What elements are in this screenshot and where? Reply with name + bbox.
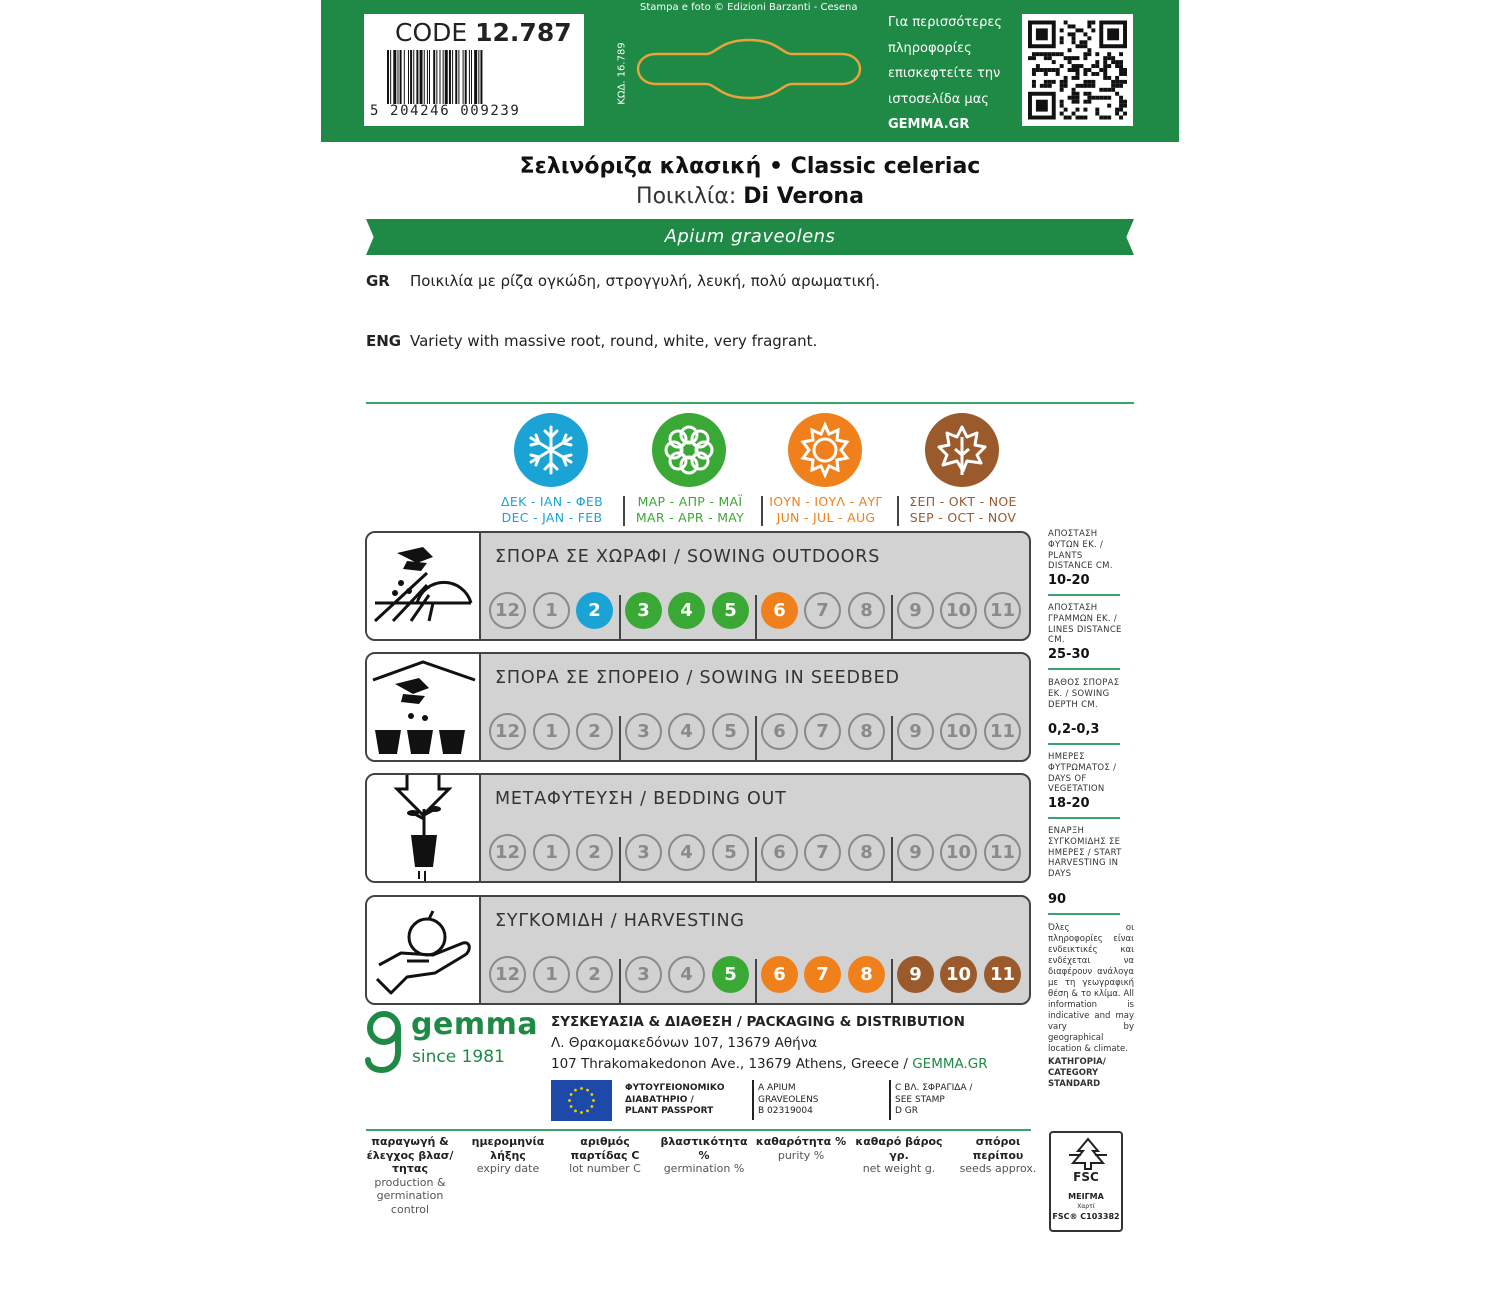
season-separator [761,496,763,526]
season-label: ΙΟΥΝ - ΙΟΥΛ - ΑΥΓ JUN - JUL - AUG [769,494,883,525]
info-label: ΕΝΑΡΞΗ ΣΥΓΚΟΜΙΔΗΣ ΣΕ ΗΜΕΡΕΣ / START HARVESTING IN DAYS [1048,826,1122,880]
month-circle: 11 [984,713,1021,750]
category-label: ΚΑΤΗΓΟΡΙΑ/ CATEGORY STANDARD [1048,1057,1106,1089]
season-separator [623,496,625,526]
season-label: ΔΕΚ - ΙΑΝ - ΦΕΒ DEC - JAN - FEB [501,494,603,525]
season-label: ΜΑΡ - ΑΠΡ - ΜΑΪ MAR - APR - MAY [635,494,745,525]
batch-info-field: καθαρό βάρος γρ. net weight g. [855,1135,943,1175]
month-circle: 8 [848,592,885,629]
plant-passport-label: ΦΥΤΟΥΓΕΙΟΝΟΜΙΚΟ ΔΙΑΒΑΤΗΡΙΟ / PLANT PASSPORT [625,1083,725,1116]
month-circle: 7 [804,713,841,750]
lang-tag-en: ENG [366,332,402,350]
month-circle: 3 [625,834,662,871]
month-circle: 5 [712,834,749,871]
passport-species: A APIUM GRAVEOLENS B 02319004 [758,1083,819,1116]
vertical-code: ΚΩΔ. 16.789 [616,42,628,105]
row-title: ΣΠΟΡΑ ΣΕ ΧΩΡΑΦΙ / SOWING OUTDOORS [495,547,881,567]
passport-stamp: C ΒΛ. ΣΦΡΑΓΙΔΑ / SEE STAMP D GR [895,1083,973,1116]
packaging-title: ΣΥΣΚΕΥΑΣΙΑ & ΔΙΑΘΕΣΗ / PACKAGING & DISTRIBUTION [551,1014,965,1030]
section-divider [366,402,1134,404]
sun-icon [788,413,862,487]
season-separator [897,496,899,526]
row-title: ΣΠΟΡΑ ΣΕ ΣΠΟΡΕΙΟ / SOWING IN SEEDBED [495,668,900,688]
month-circle: 8 [848,713,885,750]
batch-info-field: καθαρότητα % purity % [755,1135,847,1162]
calendar-row [365,895,1031,1005]
batch-info-field: σπόροι περίπου seeds approx. [959,1135,1037,1175]
month-circle: 4 [668,834,705,871]
month-circle: 8 [848,834,885,871]
info-divider [1048,743,1120,745]
month-circle: 2 [576,592,613,629]
month-circle: 2 [576,834,613,871]
website-link[interactable]: GEMMA.GR [888,117,970,132]
month-circle: 9 [897,956,934,993]
info-divider [1048,594,1120,596]
barcode-digits: 5 204246 009239 [370,103,521,119]
quarter-separator [891,595,893,641]
disclaimer-note: Όλες οι πληροφορίες είναι ενδεικτικές και ενδέχεται να διαφέρουν ανάλογα με τη γεωγραφική θέση & το κλίμα. All information is indicative and may vary by geographical location & climate. [1048,923,1134,1054]
quarter-separator [619,959,621,1005]
seedbed-icon [367,654,481,760]
passport-separator [752,1080,754,1120]
month-circle: 6 [761,956,798,993]
gemma-logo-icon [364,1010,404,1074]
product-code: CODE 12.787 [395,18,572,47]
quarter-separator [891,716,893,762]
variety-line: Ποικιλία: Di Verona [636,184,864,209]
snowflake-icon [514,413,588,487]
quarter-separator [891,959,893,1005]
month-circle: 7 [804,834,841,871]
address-gr: Λ. Θρακομακεδόνων 107, 13679 Αθήνα [551,1035,818,1051]
barcode-icon [387,50,575,104]
month-circle: 1 [533,956,570,993]
info-label: ΒΑΘΟΣ ΣΠΟΡΑΣ ΕΚ. / SOWING DEPTH CM. [1048,678,1120,710]
month-circle: 4 [668,592,705,629]
product-title: Σελινόριζα κλασική • Classic celeriac [519,154,981,179]
month-circle: 3 [625,592,662,629]
month-circle: 1 [533,713,570,750]
month-circle: 5 [712,592,749,629]
quarter-separator [755,837,757,883]
calendar-row [365,531,1031,641]
month-circle: 3 [625,956,662,993]
brand-since: since 1981 [412,1047,505,1067]
calendar-row [365,773,1031,883]
description-en: Variety with massive root, round, white, very fragrant. [410,332,818,350]
print-credit: Stampa e foto © Edizioni Barzanti - Cesena [640,2,858,13]
quarter-separator [619,595,621,641]
month-circle: 3 [625,713,662,750]
quarter-separator [755,595,757,641]
passport-separator [889,1080,891,1120]
info-value: 0,2-0,3 [1048,722,1100,737]
month-circle: 10 [940,956,977,993]
month-circle: 2 [576,713,613,750]
month-circle: 1 [533,834,570,871]
month-circle: 11 [984,956,1021,993]
month-circle: 4 [668,713,705,750]
latin-name: Apium graveolens [664,226,836,247]
month-circle: 11 [984,592,1021,629]
info-value: 10-20 [1048,573,1090,588]
info-label: ΑΠΟΣΤΑΣΗ ΦΥΤΩΝ ΕΚ. / PLANTS DISTANCE CM. [1048,529,1113,572]
month-circle: 10 [940,592,977,629]
month-circle: 12 [489,592,526,629]
fsc-tree-icon [1051,1133,1125,1173]
info-divider [1048,817,1120,819]
info-value: 90 [1048,892,1067,907]
month-circle: 12 [489,713,526,750]
batch-info-field: βλαστικότητα % germination % [660,1135,748,1175]
month-circle: 9 [897,592,934,629]
address-en: 107 Thrakomakedonon Ave., 13679 Athens, Greece / GEMMA.GR [551,1056,988,1072]
description-gr: Ποικιλία με ρίζα ογκώδη, στρογγυλή, λευκή, πολύ αρωματική. [410,272,880,290]
month-circle: 4 [668,956,705,993]
lang-tag-gr: GR [366,272,390,290]
month-circle: 6 [761,834,798,871]
leaf-icon [925,413,999,487]
info-value: 25-30 [1048,647,1090,662]
month-circle: 10 [940,834,977,871]
month-circle: 9 [897,834,934,871]
info-divider [1048,913,1120,915]
qr-code-icon [1028,20,1127,120]
row-title: ΜΕΤΑΦΥΤΕΥΣΗ / BEDDING OUT [495,789,787,809]
more-info-text: Για περισσότερες πληροφορίες επισκεφτείτε την ιστοσελίδα μας GEMMA.GR [888,10,1002,138]
eu-flag-icon [551,1080,612,1121]
flower-icon [652,413,726,487]
month-circle: 12 [489,956,526,993]
month-circle: 8 [848,956,885,993]
batch-info-field: παραγωγή & έλεγχος βλασ/τητας production & germination control [366,1135,454,1216]
month-circle: 10 [940,713,977,750]
month-circle: 7 [804,956,841,993]
quarter-separator [755,959,757,1005]
month-circle: 7 [804,592,841,629]
info-value: 18-20 [1048,796,1090,811]
info-label: ΗΜΕΡΕΣ ΦΥΤΡΩΜΑΤΟΣ / DAYS OF VEGETATION [1048,752,1117,795]
transplant-icon [367,775,481,881]
qr-code[interactable] [1022,14,1133,126]
website-link[interactable]: GEMMA.GR [912,1056,988,1072]
month-circle: 12 [489,834,526,871]
month-circle: 1 [533,592,570,629]
calendar-row [365,652,1031,762]
season-label: ΣΕΠ - ΟΚΤ - ΝΟΕ SEP - OCT - NOV [909,494,1017,525]
hang-slot-icon [636,38,862,100]
fsc-logo-text: FSC [1073,1170,1099,1184]
info-label: ΑΠΟΣΤΑΣΗ ΓΡΑΜΜΩΝ ΕΚ. / LINES DISTANCE CM. [1048,603,1122,646]
quarter-separator [619,716,621,762]
bottom-divider [366,1129,1031,1131]
quarter-separator [755,716,757,762]
fsc-info: ΜΕΙΓΜΑ Χαρτί FSC® C103382 [1052,1192,1120,1221]
quarter-separator [891,837,893,883]
sowing-field-icon [367,533,481,639]
month-circle: 9 [897,713,934,750]
month-circle: 6 [761,592,798,629]
month-circle: 6 [761,713,798,750]
month-circle: 5 [712,956,749,993]
info-divider [1048,668,1120,670]
brand-name: gemma [411,1007,539,1042]
harvest-hand-icon [367,897,481,1003]
month-circle: 5 [712,713,749,750]
month-circle: 2 [576,956,613,993]
batch-info-field: ημερομηνία λήξης expiry date [471,1135,545,1175]
batch-info-field: αριθμός παρτίδας C lot number C [569,1135,641,1175]
month-circle: 11 [984,834,1021,871]
row-title: ΣΥΓΚΟΜΙΔΗ / HARVESTING [495,911,745,931]
quarter-separator [619,837,621,883]
